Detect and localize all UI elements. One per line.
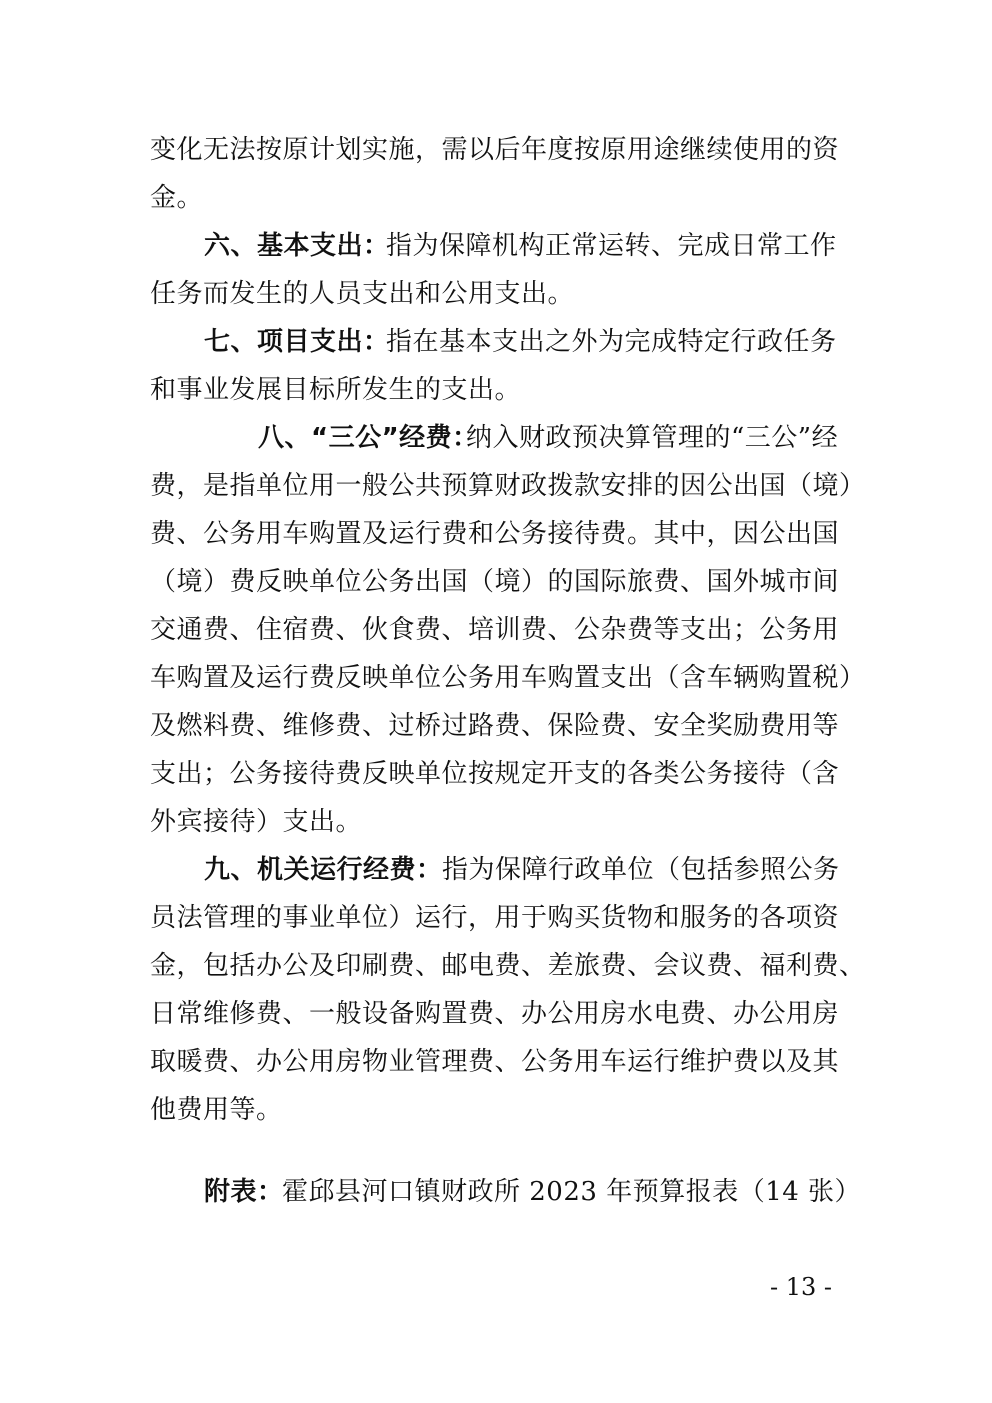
line-text: 纳入财政预决算管理的“三公”经 [466,423,839,453]
line-text: 指为保障行政单位（包括参照公务 [442,855,840,885]
text-line [0,610,992,650]
line-text: 任务而发生的人员支出和公用支出。 [150,279,575,309]
text-line [0,658,992,698]
line-text: 支出；公务接待费反映单位按规定开支的各类公务接待（含 [150,759,840,789]
text-line [0,178,992,218]
text-line [0,898,992,938]
line-text: 费，是指单位用一般公共预算财政拨款安排的因公出国（境） [150,471,866,501]
section-heading: 八、“三公”经费： [258,423,479,453]
page-number: - 13 - [770,1273,833,1301]
line-text: 金。 [150,183,204,213]
text-line [0,1042,992,1082]
section-heading-line [0,226,992,266]
text-line [0,274,992,314]
text-line [0,466,992,506]
line-text: 交通费、住宿费、伙食费、培训费、公杂费等支出；公务用 [150,615,840,645]
text-line [0,994,992,1034]
line-text: 金，包括办公及印刷费、邮电费、差旅费、会议费、福利费、 [150,951,866,981]
text-line [0,514,992,554]
section-heading-line [0,850,992,890]
section-heading-line [0,322,992,362]
text-line [0,706,992,746]
text-line [0,562,992,602]
line-text: 和事业发展目标所发生的支出。 [150,375,522,405]
text-line [0,754,992,794]
text-line [0,130,992,170]
line-text: 费、公务用车购置及运行费和公务接待费。其中，因公出国 [150,519,840,549]
line-text: 及燃料费、维修费、过桥过路费、保险费、安全奖励费用等 [150,711,840,741]
line-text: 外宾接待）支出。 [150,807,363,837]
line-text: 车购置及运行费反映单位公务用车购置支出（含车辆购置税） [150,663,866,693]
attachment-title: 霍邱县河口镇财政所 2023 年预算报表（14 张） [282,1177,862,1207]
text-line [0,802,992,842]
text-line [0,1090,992,1130]
section-heading-line [0,418,992,458]
line-text: 他费用等。 [150,1095,283,1125]
line-text: 员法管理的事业单位）运行，用于购买货物和服务的各项资 [150,903,840,933]
line-text: 日常维修费、一般设备购置费、办公用房水电费、办公用房 [150,999,840,1029]
line-text: 取暖费、办公用房物业管理费、公务用车运行维护费以及其 [150,1047,840,1077]
section-heading: 九、机关运行经费： [204,855,443,885]
line-text: 指在基本支出之外为完成特定行政任务 [386,327,837,357]
text-line [0,370,992,410]
line-text: 变化无法按原计划实施，需以后年度按原用途继续使用的资 [150,135,840,165]
attachment-line [0,1172,992,1212]
attachment-label: 附表： [204,1177,284,1207]
section-heading: 六、基本支出： [204,231,390,261]
section-heading: 七、项目支出： [204,327,390,357]
text-line [0,946,992,986]
line-text: （境）费反映单位公务出国（境）的国际旅费、国外城市间 [150,567,840,597]
line-text: 指为保障机构正常运转、完成日常工作 [386,231,837,261]
